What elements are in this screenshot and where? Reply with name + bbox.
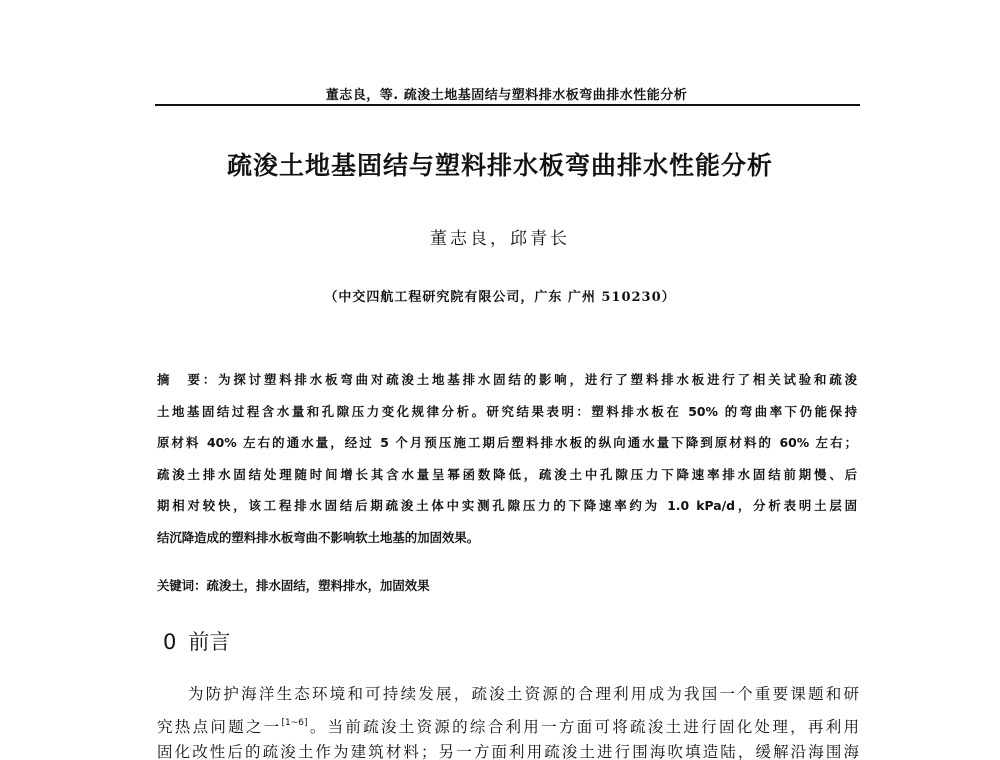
body-text-segment: 究热点问题之一	[157, 718, 282, 736]
authors: 董志良，邱青长	[430, 229, 570, 249]
body-text-segment: 。当前疏浚土资源的综合利用一方面可将疏浚土进行固化处理，再利用	[307, 718, 859, 736]
body-line: 为防护海洋生态环境和可持续发展，疏浚土资源的合理利用成为我国一个重要课题和研	[188, 685, 859, 703]
abstract	[157, 372, 857, 561]
abstract-line: 疏浚土排水固结处理随时间增长其含水量呈幂函数降低，疏浚土中孔隙压力下降速率排水固结前期慢、后	[157, 466, 857, 482]
header-rule	[155, 104, 860, 106]
section-title: 前言	[188, 630, 231, 654]
abstract-line: 结沉降造成的塑料排水板弯曲不影响软土地基的加固效果。	[157, 529, 480, 545]
paper-title: 疏浚土地基固结与塑料排水板弯曲排水性能分析	[226, 151, 773, 180]
running-header: 董志良，等. 疏浚土地基固结与塑料排水板弯曲排水性能分析	[325, 88, 688, 103]
body-line	[157, 713, 859, 742]
body-text	[157, 684, 859, 760]
citation: [1~6]	[281, 718, 308, 728]
abstract-line: 土地基固结过程含水量和孔隙压力变化规律分析。研究结果表明：塑料排水板在 50% 的弯曲率下仍能保持	[157, 403, 857, 419]
abstract-line: 原材料 40% 左右的通水量，经过 5 个月预压施工期后塑料排水板的纵向通水量下降到原材料的 60% 左右；	[157, 435, 857, 450]
keywords: 关键词：疏浚土，排水固结，塑料排水，加固效果	[157, 578, 430, 593]
abstract-line: 期相对较快，该工程排水固结后期疏浚土体中实测孔隙压力的下降速率约为 1.0 kPa/d，分析表明土层固	[157, 498, 857, 513]
abstract-line: 摘 要：为探讨塑料排水板弯曲对疏浚土地基排水固结的影响，进行了塑料排水板进行了相关试验和疏浚	[157, 372, 857, 387]
section-number: 0	[163, 630, 177, 654]
body-line: 固化改性后的疏浚土作为建筑材料；另一方面利用疏浚土进行围海吹填造陆，缓解沿海围海	[157, 743, 859, 760]
affiliation: （中交四航工程研究院有限公司，广东 广州 510230）	[324, 290, 676, 305]
section-heading	[163, 626, 230, 656]
